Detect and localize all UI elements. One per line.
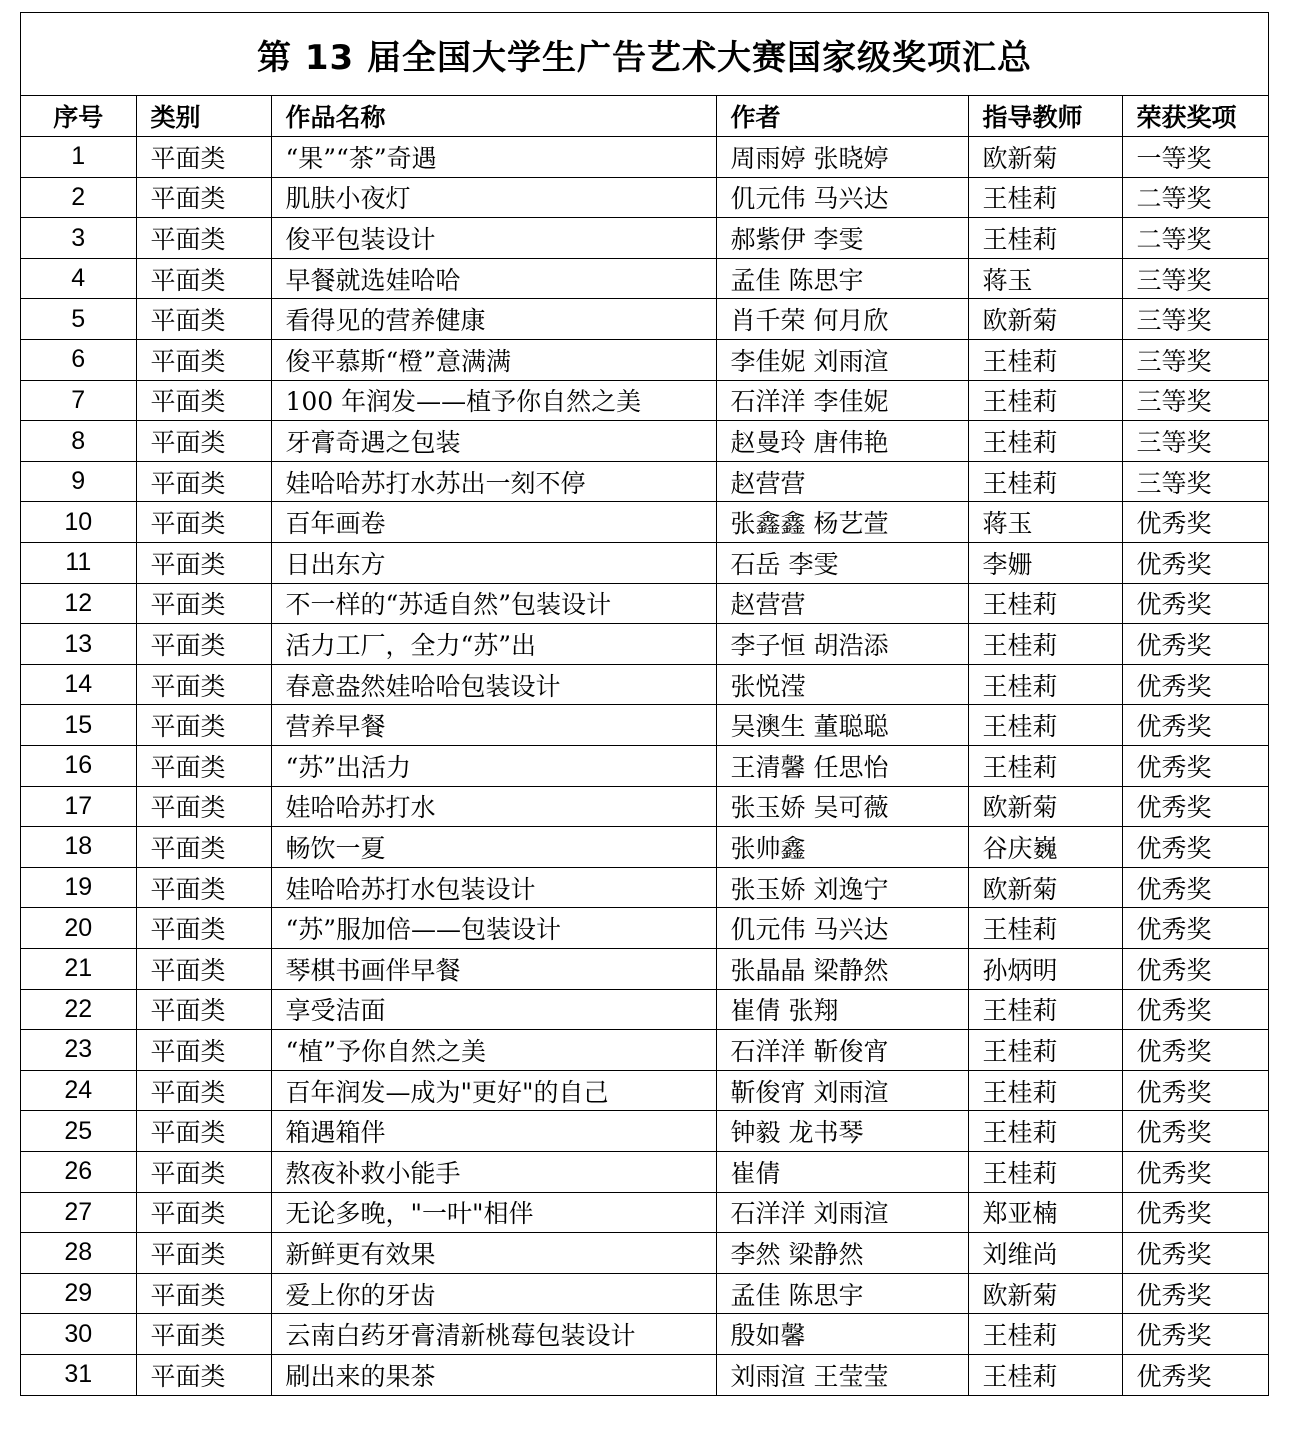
cell-award: 优秀奖 (1122, 583, 1268, 624)
table-row (21, 746, 1268, 787)
cell-author: 石洋洋 刘雨渲 (716, 1192, 968, 1233)
cell-teacher: 王桂莉 (968, 1354, 1122, 1395)
cell-teacher: 王桂莉 (968, 908, 1122, 949)
cell-category: 平面类 (136, 583, 271, 624)
cell-award: 优秀奖 (1122, 827, 1268, 868)
cell-author: 赵营营 (716, 583, 968, 624)
table-row (21, 299, 1268, 340)
cell-no: 20 (21, 908, 136, 949)
cell-award: 优秀奖 (1122, 1070, 1268, 1111)
cell-award: 优秀奖 (1122, 1192, 1268, 1233)
cell-author: 钟毅 龙书琴 (716, 1111, 968, 1152)
cell-author: 郝紫伊 李雯 (716, 218, 968, 259)
cell-work-title: “果”“茶”奇遇 (271, 137, 716, 178)
cell-teacher: 欧新菊 (968, 786, 1122, 827)
cell-award: 优秀奖 (1122, 1233, 1268, 1274)
table-row (21, 218, 1268, 259)
cell-no: 21 (21, 948, 136, 989)
cell-work-title: 刷出来的果茶 (271, 1354, 716, 1395)
cell-award: 优秀奖 (1122, 948, 1268, 989)
cell-category: 平面类 (136, 380, 271, 421)
cell-category: 平面类 (136, 1354, 271, 1395)
cell-award: 优秀奖 (1122, 908, 1268, 949)
cell-award: 三等奖 (1122, 258, 1268, 299)
cell-no: 13 (21, 624, 136, 665)
cell-no: 24 (21, 1070, 136, 1111)
cell-author: 赵曼玲 唐伟艳 (716, 421, 968, 462)
cell-teacher: 郑亚楠 (968, 1192, 1122, 1233)
cell-work-title: “苏”服加倍——包装设计 (271, 908, 716, 949)
cell-teacher: 王桂莉 (968, 1314, 1122, 1355)
table-row (21, 177, 1268, 218)
cell-award: 一等奖 (1122, 137, 1268, 178)
cell-work-title: 娃哈哈苏打水 (271, 786, 716, 827)
table-row (21, 867, 1268, 908)
cell-teacher: 刘维尚 (968, 1233, 1122, 1274)
cell-author: 李佳妮 刘雨渲 (716, 340, 968, 381)
header-category: 类别 (136, 96, 271, 137)
cell-category: 平面类 (136, 1111, 271, 1152)
cell-teacher: 王桂莉 (968, 705, 1122, 746)
cell-award: 优秀奖 (1122, 664, 1268, 705)
cell-category: 平面类 (136, 746, 271, 787)
cell-category: 平面类 (136, 177, 271, 218)
table-row (21, 1273, 1268, 1314)
cell-author: 王清馨 任思怡 (716, 746, 968, 787)
table-row (21, 1233, 1268, 1274)
cell-category: 平面类 (136, 624, 271, 665)
table-row (21, 258, 1268, 299)
cell-category: 平面类 (136, 258, 271, 299)
cell-author: 靳俊宵 刘雨渲 (716, 1070, 968, 1111)
cell-category: 平面类 (136, 1070, 271, 1111)
cell-category: 平面类 (136, 340, 271, 381)
cell-author: 孟佳 陈思宇 (716, 1273, 968, 1314)
cell-category: 平面类 (136, 502, 271, 543)
cell-work-title: 早餐就选娃哈哈 (271, 258, 716, 299)
cell-award: 三等奖 (1122, 380, 1268, 421)
cell-category: 平面类 (136, 908, 271, 949)
table-row (21, 908, 1268, 949)
cell-award: 优秀奖 (1122, 1151, 1268, 1192)
cell-work-title: 熬夜补救小能手 (271, 1151, 716, 1192)
table-row (21, 1070, 1268, 1111)
cell-work-title: 肌肤小夜灯 (271, 177, 716, 218)
table-row (21, 1151, 1268, 1192)
cell-no: 3 (21, 218, 136, 259)
table-row (21, 1192, 1268, 1233)
cell-award: 三等奖 (1122, 461, 1268, 502)
cell-award: 优秀奖 (1122, 1273, 1268, 1314)
cell-no: 27 (21, 1192, 136, 1233)
cell-no: 5 (21, 299, 136, 340)
cell-author: 吴澳生 董聪聪 (716, 705, 968, 746)
cell-award: 优秀奖 (1122, 543, 1268, 584)
cell-work-title: “苏”出活力 (271, 746, 716, 787)
cell-category: 平面类 (136, 948, 271, 989)
cell-teacher: 李姗 (968, 543, 1122, 584)
cell-author: 周雨婷 张晓婷 (716, 137, 968, 178)
cell-work-title: 娃哈哈苏打水包装设计 (271, 867, 716, 908)
cell-work-title: 俊平慕斯“橙”意满满 (271, 340, 716, 381)
cell-no: 4 (21, 258, 136, 299)
cell-author: 肖千荣 何月欣 (716, 299, 968, 340)
cell-teacher: 王桂莉 (968, 218, 1122, 259)
table-row (21, 583, 1268, 624)
cell-no: 11 (21, 543, 136, 584)
cell-author: 张玉娇 刘逸宁 (716, 867, 968, 908)
cell-work-title: 娃哈哈苏打水苏出一刻不停 (271, 461, 716, 502)
cell-no: 22 (21, 989, 136, 1030)
cell-teacher: 王桂莉 (968, 746, 1122, 787)
cell-no: 26 (21, 1151, 136, 1192)
cell-category: 平面类 (136, 1151, 271, 1192)
cell-work-title: 爱上你的牙齿 (271, 1273, 716, 1314)
cell-teacher: 孙炳明 (968, 948, 1122, 989)
cell-award: 优秀奖 (1122, 502, 1268, 543)
cell-no: 1 (21, 137, 136, 178)
table-row (21, 827, 1268, 868)
cell-author: 张悦滢 (716, 664, 968, 705)
cell-category: 平面类 (136, 705, 271, 746)
cell-work-title: 100 年润发——植予你自然之美 (271, 380, 716, 421)
cell-teacher: 王桂莉 (968, 177, 1122, 218)
cell-work-title: 俊平包装设计 (271, 218, 716, 259)
awards-document (20, 12, 1269, 1396)
cell-award: 优秀奖 (1122, 705, 1268, 746)
table-row (21, 948, 1268, 989)
cell-author: 仉元伟 马兴达 (716, 177, 968, 218)
cell-award: 三等奖 (1122, 299, 1268, 340)
cell-teacher: 王桂莉 (968, 989, 1122, 1030)
cell-author: 张晶晶 梁静然 (716, 948, 968, 989)
header-work: 作品名称 (271, 96, 716, 137)
table-row (21, 624, 1268, 665)
cell-award: 优秀奖 (1122, 1314, 1268, 1355)
cell-author: 张鑫鑫 杨艺萱 (716, 502, 968, 543)
cell-author: 石岳 李雯 (716, 543, 968, 584)
table-row (21, 502, 1268, 543)
cell-work-title: 享受洁面 (271, 989, 716, 1030)
cell-author: 张帅鑫 (716, 827, 968, 868)
cell-author: 赵营营 (716, 461, 968, 502)
cell-work-title: 箱遇箱伴 (271, 1111, 716, 1152)
cell-teacher: 王桂莉 (968, 583, 1122, 624)
cell-category: 平面类 (136, 137, 271, 178)
cell-work-title: 春意盎然娃哈哈包装设计 (271, 664, 716, 705)
table-row (21, 461, 1268, 502)
cell-award: 优秀奖 (1122, 1111, 1268, 1152)
cell-category: 平面类 (136, 664, 271, 705)
cell-category: 平面类 (136, 421, 271, 462)
table-row (21, 705, 1268, 746)
table-row (21, 1314, 1268, 1355)
cell-no: 2 (21, 177, 136, 218)
cell-author: 仉元伟 马兴达 (716, 908, 968, 949)
header-teacher: 指导教师 (968, 96, 1122, 137)
cell-work-title: 看得见的营养健康 (271, 299, 716, 340)
cell-teacher: 王桂莉 (968, 1151, 1122, 1192)
cell-work-title: 畅饮一夏 (271, 827, 716, 868)
cell-no: 25 (21, 1111, 136, 1152)
cell-teacher: 王桂莉 (968, 1030, 1122, 1071)
cell-teacher: 谷庆巍 (968, 827, 1122, 868)
cell-author: 石洋洋 靳俊宵 (716, 1030, 968, 1071)
cell-award: 优秀奖 (1122, 1030, 1268, 1071)
cell-author: 李然 梁静然 (716, 1233, 968, 1274)
cell-teacher: 王桂莉 (968, 340, 1122, 381)
cell-award: 三等奖 (1122, 421, 1268, 462)
header-author: 作者 (716, 96, 968, 137)
cell-no: 12 (21, 583, 136, 624)
table-row (21, 1030, 1268, 1071)
table-row (21, 786, 1268, 827)
cell-teacher: 欧新菊 (968, 867, 1122, 908)
cell-teacher: 欧新菊 (968, 137, 1122, 178)
cell-author: 崔倩 (716, 1151, 968, 1192)
cell-no: 23 (21, 1030, 136, 1071)
table-row (21, 421, 1268, 462)
cell-no: 28 (21, 1233, 136, 1274)
cell-work-title: 琴棋书画伴早餐 (271, 948, 716, 989)
cell-category: 平面类 (136, 543, 271, 584)
cell-category: 平面类 (136, 1273, 271, 1314)
cell-award: 优秀奖 (1122, 786, 1268, 827)
cell-category: 平面类 (136, 989, 271, 1030)
cell-category: 平面类 (136, 299, 271, 340)
cell-category: 平面类 (136, 218, 271, 259)
cell-author: 孟佳 陈思宇 (716, 258, 968, 299)
cell-work-title: 云南白药牙膏清新桃莓包装设计 (271, 1314, 716, 1355)
cell-no: 30 (21, 1314, 136, 1355)
cell-author: 张玉娇 吴可薇 (716, 786, 968, 827)
cell-category: 平面类 (136, 1030, 271, 1071)
table-row (21, 989, 1268, 1030)
cell-award: 优秀奖 (1122, 867, 1268, 908)
cell-teacher: 王桂莉 (968, 1111, 1122, 1152)
cell-no: 19 (21, 867, 136, 908)
cell-teacher: 欧新菊 (968, 1273, 1122, 1314)
cell-author: 崔倩 张翔 (716, 989, 968, 1030)
cell-award: 优秀奖 (1122, 1354, 1268, 1395)
cell-teacher: 蒋玉 (968, 502, 1122, 543)
cell-author: 石洋洋 李佳妮 (716, 380, 968, 421)
cell-work-title: 营养早餐 (271, 705, 716, 746)
cell-teacher: 王桂莉 (968, 461, 1122, 502)
table-row (21, 137, 1268, 178)
cell-category: 平面类 (136, 1192, 271, 1233)
cell-no: 18 (21, 827, 136, 868)
awards-table (21, 96, 1268, 1395)
cell-work-title: 百年画卷 (271, 502, 716, 543)
cell-work-title: 不一样的“苏适自然”包装设计 (271, 583, 716, 624)
cell-work-title: 牙膏奇遇之包装 (271, 421, 716, 462)
cell-no: 10 (21, 502, 136, 543)
cell-teacher: 蒋玉 (968, 258, 1122, 299)
cell-teacher: 王桂莉 (968, 380, 1122, 421)
cell-category: 平面类 (136, 1314, 271, 1355)
cell-no: 17 (21, 786, 136, 827)
cell-award: 二等奖 (1122, 177, 1268, 218)
cell-work-title: 无论多晚，"一叶"相伴 (271, 1192, 716, 1233)
cell-category: 平面类 (136, 786, 271, 827)
table-row (21, 380, 1268, 421)
header-row (21, 96, 1268, 137)
cell-no: 8 (21, 421, 136, 462)
cell-author: 殷如馨 (716, 1314, 968, 1355)
cell-teacher: 王桂莉 (968, 624, 1122, 665)
cell-work-title: “植”予你自然之美 (271, 1030, 716, 1071)
cell-author: 刘雨渲 王莹莹 (716, 1354, 968, 1395)
cell-no: 15 (21, 705, 136, 746)
table-row (21, 340, 1268, 381)
document-title: 第 13 届全国大学生广告艺术大赛国家级奖项汇总 (21, 13, 1268, 96)
cell-teacher: 王桂莉 (968, 664, 1122, 705)
cell-no: 7 (21, 380, 136, 421)
cell-no: 16 (21, 746, 136, 787)
cell-no: 6 (21, 340, 136, 381)
cell-teacher: 欧新菊 (968, 299, 1122, 340)
cell-teacher: 王桂莉 (968, 1070, 1122, 1111)
cell-author: 李子恒 胡浩添 (716, 624, 968, 665)
cell-category: 平面类 (136, 827, 271, 868)
cell-work-title: 活力工厂，全力“苏”出 (271, 624, 716, 665)
cell-no: 31 (21, 1354, 136, 1395)
cell-award: 二等奖 (1122, 218, 1268, 259)
cell-category: 平面类 (136, 867, 271, 908)
cell-category: 平面类 (136, 1233, 271, 1274)
cell-award: 优秀奖 (1122, 989, 1268, 1030)
cell-category: 平面类 (136, 461, 271, 502)
table-row (21, 1111, 1268, 1152)
cell-teacher: 王桂莉 (968, 421, 1122, 462)
table-row (21, 664, 1268, 705)
cell-work-title: 新鲜更有效果 (271, 1233, 716, 1274)
table-row (21, 1354, 1268, 1395)
header-no: 序号 (21, 96, 136, 137)
cell-no: 9 (21, 461, 136, 502)
cell-work-title: 日出东方 (271, 543, 716, 584)
header-award: 荣获奖项 (1122, 96, 1268, 137)
cell-award: 优秀奖 (1122, 746, 1268, 787)
cell-award: 优秀奖 (1122, 624, 1268, 665)
cell-no: 14 (21, 664, 136, 705)
table-row (21, 543, 1268, 584)
cell-no: 29 (21, 1273, 136, 1314)
cell-work-title: 百年润发—成为"更好"的自己 (271, 1070, 716, 1111)
cell-award: 三等奖 (1122, 340, 1268, 381)
